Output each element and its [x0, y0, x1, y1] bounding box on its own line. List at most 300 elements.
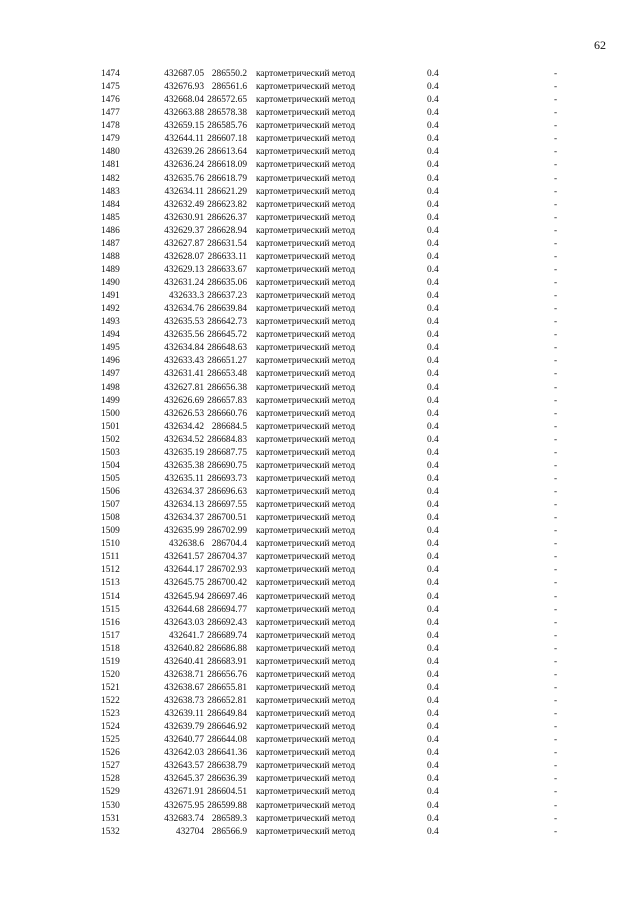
coord-x: 432645.75 — [164, 578, 204, 589]
error-cell: 0.4 — [427, 264, 439, 275]
error-cell: 0.4 — [427, 369, 439, 380]
coord-x: 432643.57 — [164, 761, 204, 772]
table-row — [0, 721, 640, 734]
point-number: 1518 — [101, 643, 120, 654]
point-number: 1522 — [101, 696, 120, 706]
error-cell: 0.4 — [427, 173, 439, 184]
error-cell: 0.4 — [427, 160, 439, 171]
table-row — [0, 564, 640, 577]
table-row — [0, 551, 640, 564]
method-cell: картометрический метод — [256, 212, 356, 223]
coord-y: 286648.63 — [207, 343, 247, 354]
method-cell: картометрический метод — [256, 356, 356, 367]
coord-x: 432644.68 — [164, 604, 204, 615]
method-cell: картометрический метод — [256, 787, 356, 798]
table-row — [0, 447, 640, 460]
dash-cell: - — [554, 343, 558, 354]
coord-y: 286694.77 — [207, 604, 247, 615]
dash-cell: - — [554, 82, 558, 93]
error-cell: 0.4 — [427, 643, 439, 654]
dash-cell: - — [554, 800, 558, 811]
error-cell: 0.4 — [427, 473, 439, 484]
table-row — [0, 251, 640, 264]
coord-y: 286572.65 — [207, 95, 247, 106]
error-cell: 0.4 — [427, 278, 439, 288]
coord-x: 432671.91 — [164, 787, 204, 798]
coord-x: 432635.19 — [164, 447, 204, 458]
method-cell: картометрический метод — [256, 552, 356, 563]
dash-cell: - — [554, 460, 558, 471]
coord-x: 432634.52 — [164, 434, 204, 445]
dash-cell: - — [554, 108, 558, 119]
table-row — [0, 525, 640, 538]
coord-x: 432635.99 — [164, 526, 204, 537]
coord-x: 432634.42 — [164, 421, 204, 432]
coord-y: 286644.08 — [207, 735, 247, 746]
coord-x: 432635.76 — [164, 173, 204, 184]
coord-x: 432645.37 — [164, 774, 204, 785]
table-row — [0, 342, 640, 355]
coord-y: 286566.9 — [211, 826, 247, 837]
coord-y: 286704.4 — [211, 539, 247, 550]
method-cell: картометрический метод — [256, 669, 356, 680]
coord-y: 286660.76 — [207, 408, 247, 419]
coord-x: 432676.93 — [164, 82, 204, 93]
dash-cell: - — [554, 473, 558, 484]
error-cell: 0.4 — [427, 69, 439, 79]
coord-y: 286697.55 — [207, 500, 247, 511]
dash-cell: - — [554, 709, 558, 720]
point-number: 1492 — [101, 304, 120, 315]
point-number: 1521 — [101, 682, 120, 693]
point-number: 1531 — [101, 813, 120, 824]
point-number: 1507 — [101, 500, 120, 511]
error-cell: 0.4 — [427, 591, 439, 602]
coord-y: 286638.79 — [207, 761, 247, 772]
coord-x: 432635.38 — [164, 460, 204, 471]
coord-y: 286690.75 — [207, 460, 247, 471]
table-row — [0, 290, 640, 303]
error-cell: 0.4 — [427, 826, 439, 837]
coord-x: 432634.11 — [164, 186, 204, 197]
table-row — [0, 656, 640, 669]
error-cell: 0.4 — [427, 121, 439, 132]
dash-cell: - — [554, 421, 558, 432]
error-cell: 0.4 — [427, 421, 439, 432]
table-row — [0, 368, 640, 381]
error-cell: 0.4 — [427, 539, 439, 550]
point-number: 1479 — [101, 134, 120, 145]
coord-x: 432631.24 — [164, 278, 204, 288]
dash-cell: - — [554, 774, 558, 785]
error-cell: 0.4 — [427, 526, 439, 537]
point-number: 1487 — [101, 238, 120, 249]
coord-y: 286628.94 — [207, 225, 247, 236]
method-cell: картометрический метод — [256, 343, 356, 354]
method-cell: картометрический метод — [256, 369, 356, 380]
table-row — [0, 120, 640, 133]
method-cell: картометрический метод — [256, 264, 356, 275]
coord-y: 286623.82 — [207, 199, 247, 210]
point-number: 1506 — [101, 487, 120, 497]
coord-y: 286696.63 — [207, 487, 247, 497]
method-cell: картометрический метод — [256, 800, 356, 811]
dash-cell: - — [554, 330, 558, 341]
table-row — [0, 421, 640, 434]
dash-cell: - — [554, 356, 558, 367]
dash-cell: - — [554, 121, 558, 132]
dash-cell: - — [554, 291, 558, 302]
dash-cell: - — [554, 69, 558, 79]
table-row — [0, 813, 640, 826]
point-number: 1513 — [101, 578, 120, 589]
dash-cell: - — [554, 408, 558, 419]
coord-y: 286618.79 — [207, 173, 247, 184]
error-cell: 0.4 — [427, 291, 439, 302]
dash-cell: - — [554, 264, 558, 275]
coord-y: 286631.54 — [207, 238, 247, 249]
error-cell: 0.4 — [427, 134, 439, 145]
coord-x: 432638.73 — [164, 696, 204, 706]
coord-y: 286585.76 — [207, 121, 247, 132]
point-number: 1520 — [101, 669, 120, 680]
method-cell: картометрический метод — [256, 147, 356, 158]
dash-cell: - — [554, 134, 558, 145]
dash-cell: - — [554, 278, 558, 288]
coord-x: 432640.82 — [164, 643, 204, 654]
dash-cell: - — [554, 199, 558, 210]
error-cell: 0.4 — [427, 147, 439, 158]
point-number: 1528 — [101, 774, 120, 785]
dash-cell: - — [554, 173, 558, 184]
method-cell: картометрический метод — [256, 500, 356, 511]
dash-cell: - — [554, 225, 558, 236]
error-cell: 0.4 — [427, 487, 439, 497]
dash-cell: - — [554, 304, 558, 315]
point-number: 1485 — [101, 212, 120, 223]
coord-y: 286692.43 — [207, 617, 247, 628]
point-number: 1530 — [101, 800, 120, 811]
method-cell: картометрический метод — [256, 826, 356, 837]
point-number: 1526 — [101, 748, 120, 759]
error-cell: 0.4 — [427, 709, 439, 720]
error-cell: 0.4 — [427, 630, 439, 641]
method-cell: картометрический метод — [256, 722, 356, 733]
coord-x: 432644.17 — [164, 565, 204, 576]
dash-cell: - — [554, 643, 558, 654]
coordinates-table — [0, 68, 640, 839]
point-number: 1481 — [101, 160, 120, 171]
coord-y: 286646.92 — [207, 722, 247, 733]
error-cell: 0.4 — [427, 382, 439, 393]
point-number: 1503 — [101, 447, 120, 458]
coord-x: 432683.74 — [164, 813, 204, 824]
coord-x: 432638.71 — [164, 669, 204, 680]
coord-x: 432643.03 — [164, 617, 204, 628]
error-cell: 0.4 — [427, 787, 439, 798]
coord-x: 432639.26 — [164, 147, 204, 158]
point-number: 1516 — [101, 617, 120, 628]
table-row — [0, 316, 640, 329]
method-cell: картометрический метод — [256, 656, 356, 667]
point-number: 1477 — [101, 108, 120, 119]
table-row — [0, 355, 640, 368]
dash-cell: - — [554, 604, 558, 615]
error-cell: 0.4 — [427, 735, 439, 746]
method-cell: картометрический метод — [256, 604, 356, 615]
coord-y: 286653.48 — [207, 369, 247, 380]
error-cell: 0.4 — [427, 408, 439, 419]
table-row — [0, 277, 640, 290]
dash-cell: - — [554, 382, 558, 393]
table-row — [0, 434, 640, 447]
table-row — [0, 617, 640, 630]
table-row — [0, 604, 640, 617]
dash-cell: - — [554, 787, 558, 798]
point-number: 1527 — [101, 761, 120, 772]
method-cell: картометрический метод — [256, 199, 356, 210]
dash-cell: - — [554, 539, 558, 550]
coord-y: 286589.3 — [211, 813, 247, 824]
dash-cell: - — [554, 238, 558, 249]
table-row — [0, 643, 640, 656]
coord-x: 432633.3 — [168, 291, 204, 302]
point-number: 1509 — [101, 526, 120, 537]
coord-y: 286702.99 — [207, 526, 247, 537]
dash-cell: - — [554, 251, 558, 262]
method-cell: картометрический метод — [256, 591, 356, 602]
table-row — [0, 68, 640, 81]
dash-cell: - — [554, 95, 558, 106]
method-cell: картометрический метод — [256, 225, 356, 236]
point-number: 1532 — [101, 826, 120, 837]
coord-x: 432641.7 — [168, 630, 204, 641]
coord-y: 286642.73 — [207, 317, 247, 328]
table-row — [0, 591, 640, 604]
method-cell: картометрический метод — [256, 709, 356, 720]
dash-cell: - — [554, 487, 558, 497]
method-cell: картометрический метод — [256, 395, 356, 406]
error-cell: 0.4 — [427, 304, 439, 315]
point-number: 1476 — [101, 95, 120, 106]
coord-y: 286657.83 — [207, 395, 247, 406]
table-row — [0, 264, 640, 277]
coord-y: 286649.84 — [207, 709, 247, 720]
coord-x: 432668.04 — [164, 95, 204, 106]
dash-cell: - — [554, 696, 558, 706]
point-number: 1517 — [101, 630, 120, 641]
method-cell: картометрический метод — [256, 278, 356, 288]
coord-y: 286599.88 — [207, 800, 247, 811]
error-cell: 0.4 — [427, 356, 439, 367]
table-row — [0, 81, 640, 94]
table-row — [0, 238, 640, 251]
table-row — [0, 225, 640, 238]
table-row — [0, 512, 640, 525]
point-number: 1508 — [101, 513, 120, 524]
coord-y: 286655.81 — [207, 682, 247, 693]
page-number: 62 — [594, 38, 606, 52]
table-row — [0, 303, 640, 316]
coord-x: 432639.11 — [164, 709, 204, 720]
table-row — [0, 133, 640, 146]
error-cell: 0.4 — [427, 813, 439, 824]
error-cell: 0.4 — [427, 565, 439, 576]
error-cell: 0.4 — [427, 82, 439, 93]
table-row — [0, 94, 640, 107]
coord-x: 432626.53 — [164, 408, 204, 419]
point-number: 1495 — [101, 343, 120, 354]
coord-y: 286683.91 — [207, 656, 247, 667]
point-number: 1515 — [101, 604, 120, 615]
method-cell: картометрический метод — [256, 682, 356, 693]
coord-y: 286700.51 — [207, 513, 247, 524]
coord-y: 286686.88 — [207, 643, 247, 654]
table-row — [0, 199, 640, 212]
coord-y: 286684.83 — [207, 434, 247, 445]
method-cell: картометрический метод — [256, 473, 356, 484]
dash-cell: - — [554, 526, 558, 537]
coord-x: 432634.84 — [164, 343, 204, 354]
coord-x: 432640.77 — [164, 735, 204, 746]
dash-cell: - — [554, 826, 558, 837]
table-row — [0, 499, 640, 512]
method-cell: картометрический метод — [256, 630, 356, 641]
error-cell: 0.4 — [427, 552, 439, 563]
point-number: 1502 — [101, 434, 120, 445]
error-cell: 0.4 — [427, 330, 439, 341]
table-row — [0, 107, 640, 120]
method-cell: картометрический метод — [256, 108, 356, 119]
point-number: 1504 — [101, 460, 120, 471]
table-row — [0, 760, 640, 773]
error-cell: 0.4 — [427, 748, 439, 759]
error-cell: 0.4 — [427, 212, 439, 223]
coord-y: 286613.64 — [207, 147, 247, 158]
coord-y: 286578.38 — [207, 108, 247, 119]
coord-y: 286635.06 — [207, 278, 247, 288]
table-row — [0, 173, 640, 186]
point-number: 1483 — [101, 186, 120, 197]
coord-y: 286618.09 — [207, 160, 247, 171]
error-cell: 0.4 — [427, 447, 439, 458]
point-number: 1529 — [101, 787, 120, 798]
coord-x: 432632.49 — [164, 199, 204, 210]
coord-y: 286641.36 — [207, 748, 247, 759]
coord-y: 286687.75 — [207, 447, 247, 458]
coord-x: 432663.88 — [164, 108, 204, 119]
error-cell: 0.4 — [427, 500, 439, 511]
method-cell: картометрический метод — [256, 304, 356, 315]
error-cell: 0.4 — [427, 513, 439, 524]
point-number: 1484 — [101, 199, 120, 210]
dash-cell: - — [554, 682, 558, 693]
coord-y: 286702.93 — [207, 565, 247, 576]
method-cell: картометрический метод — [256, 317, 356, 328]
point-number: 1486 — [101, 225, 120, 236]
error-cell: 0.4 — [427, 225, 439, 236]
method-cell: картометрический метод — [256, 330, 356, 341]
coord-y: 286656.76 — [207, 669, 247, 680]
dash-cell: - — [554, 500, 558, 511]
coord-x: 432639.79 — [164, 722, 204, 733]
coord-x: 432641.57 — [164, 552, 204, 563]
coord-x: 432640.41 — [164, 656, 204, 667]
table-row — [0, 538, 640, 551]
error-cell: 0.4 — [427, 317, 439, 328]
error-cell: 0.4 — [427, 395, 439, 406]
method-cell: картометрический метод — [256, 735, 356, 746]
coord-x: 432634.37 — [164, 487, 204, 497]
coord-y: 286697.46 — [207, 591, 247, 602]
table-row — [0, 786, 640, 799]
coord-x: 432638.6 — [168, 539, 204, 550]
coord-y: 286626.37 — [207, 212, 247, 223]
table-row — [0, 146, 640, 159]
dash-cell: - — [554, 186, 558, 197]
coord-x: 432635.56 — [164, 330, 204, 341]
point-number: 1519 — [101, 656, 120, 667]
coord-x: 432631.41 — [164, 369, 204, 380]
method-cell: картометрический метод — [256, 539, 356, 550]
point-number: 1490 — [101, 278, 120, 288]
dash-cell: - — [554, 212, 558, 223]
method-cell: картометрический метод — [256, 238, 356, 249]
coord-y: 286700.42 — [207, 578, 247, 589]
point-number: 1524 — [101, 722, 120, 733]
coord-y: 286684.5 — [211, 421, 247, 432]
table-row — [0, 329, 640, 342]
error-cell: 0.4 — [427, 238, 439, 249]
table-row — [0, 486, 640, 499]
coord-x: 432627.81 — [164, 382, 204, 393]
coord-y: 286621.29 — [207, 186, 247, 197]
coord-x: 432704 — [175, 826, 204, 837]
coord-y: 286656.38 — [207, 382, 247, 393]
dash-cell: - — [554, 317, 558, 328]
point-number: 1523 — [101, 709, 120, 720]
method-cell: картометрический метод — [256, 291, 356, 302]
point-number: 1478 — [101, 121, 120, 132]
dash-cell: - — [554, 513, 558, 524]
dash-cell: - — [554, 434, 558, 445]
method-cell: картометрический метод — [256, 487, 356, 497]
coord-y: 286639.84 — [207, 304, 247, 315]
table-row — [0, 577, 640, 590]
coord-y: 286633.67 — [207, 264, 247, 275]
table-row — [0, 473, 640, 486]
method-cell: картометрический метод — [256, 813, 356, 824]
coord-y: 286704.37 — [207, 552, 247, 563]
point-number: 1489 — [101, 264, 120, 275]
point-number: 1525 — [101, 735, 120, 746]
point-number: 1501 — [101, 421, 120, 432]
point-number: 1496 — [101, 356, 120, 367]
point-number: 1511 — [101, 552, 120, 563]
coord-x: 432629.37 — [164, 225, 204, 236]
coord-y: 286633.11 — [207, 251, 247, 262]
error-cell: 0.4 — [427, 186, 439, 197]
table-row — [0, 159, 640, 172]
coord-y: 286689.74 — [207, 630, 247, 641]
method-cell: картометрический метод — [256, 447, 356, 458]
coord-x: 432634.76 — [164, 304, 204, 315]
point-number: 1505 — [101, 473, 120, 484]
error-cell: 0.4 — [427, 669, 439, 680]
point-number: 1497 — [101, 369, 120, 380]
method-cell: картометрический метод — [256, 382, 356, 393]
error-cell: 0.4 — [427, 434, 439, 445]
